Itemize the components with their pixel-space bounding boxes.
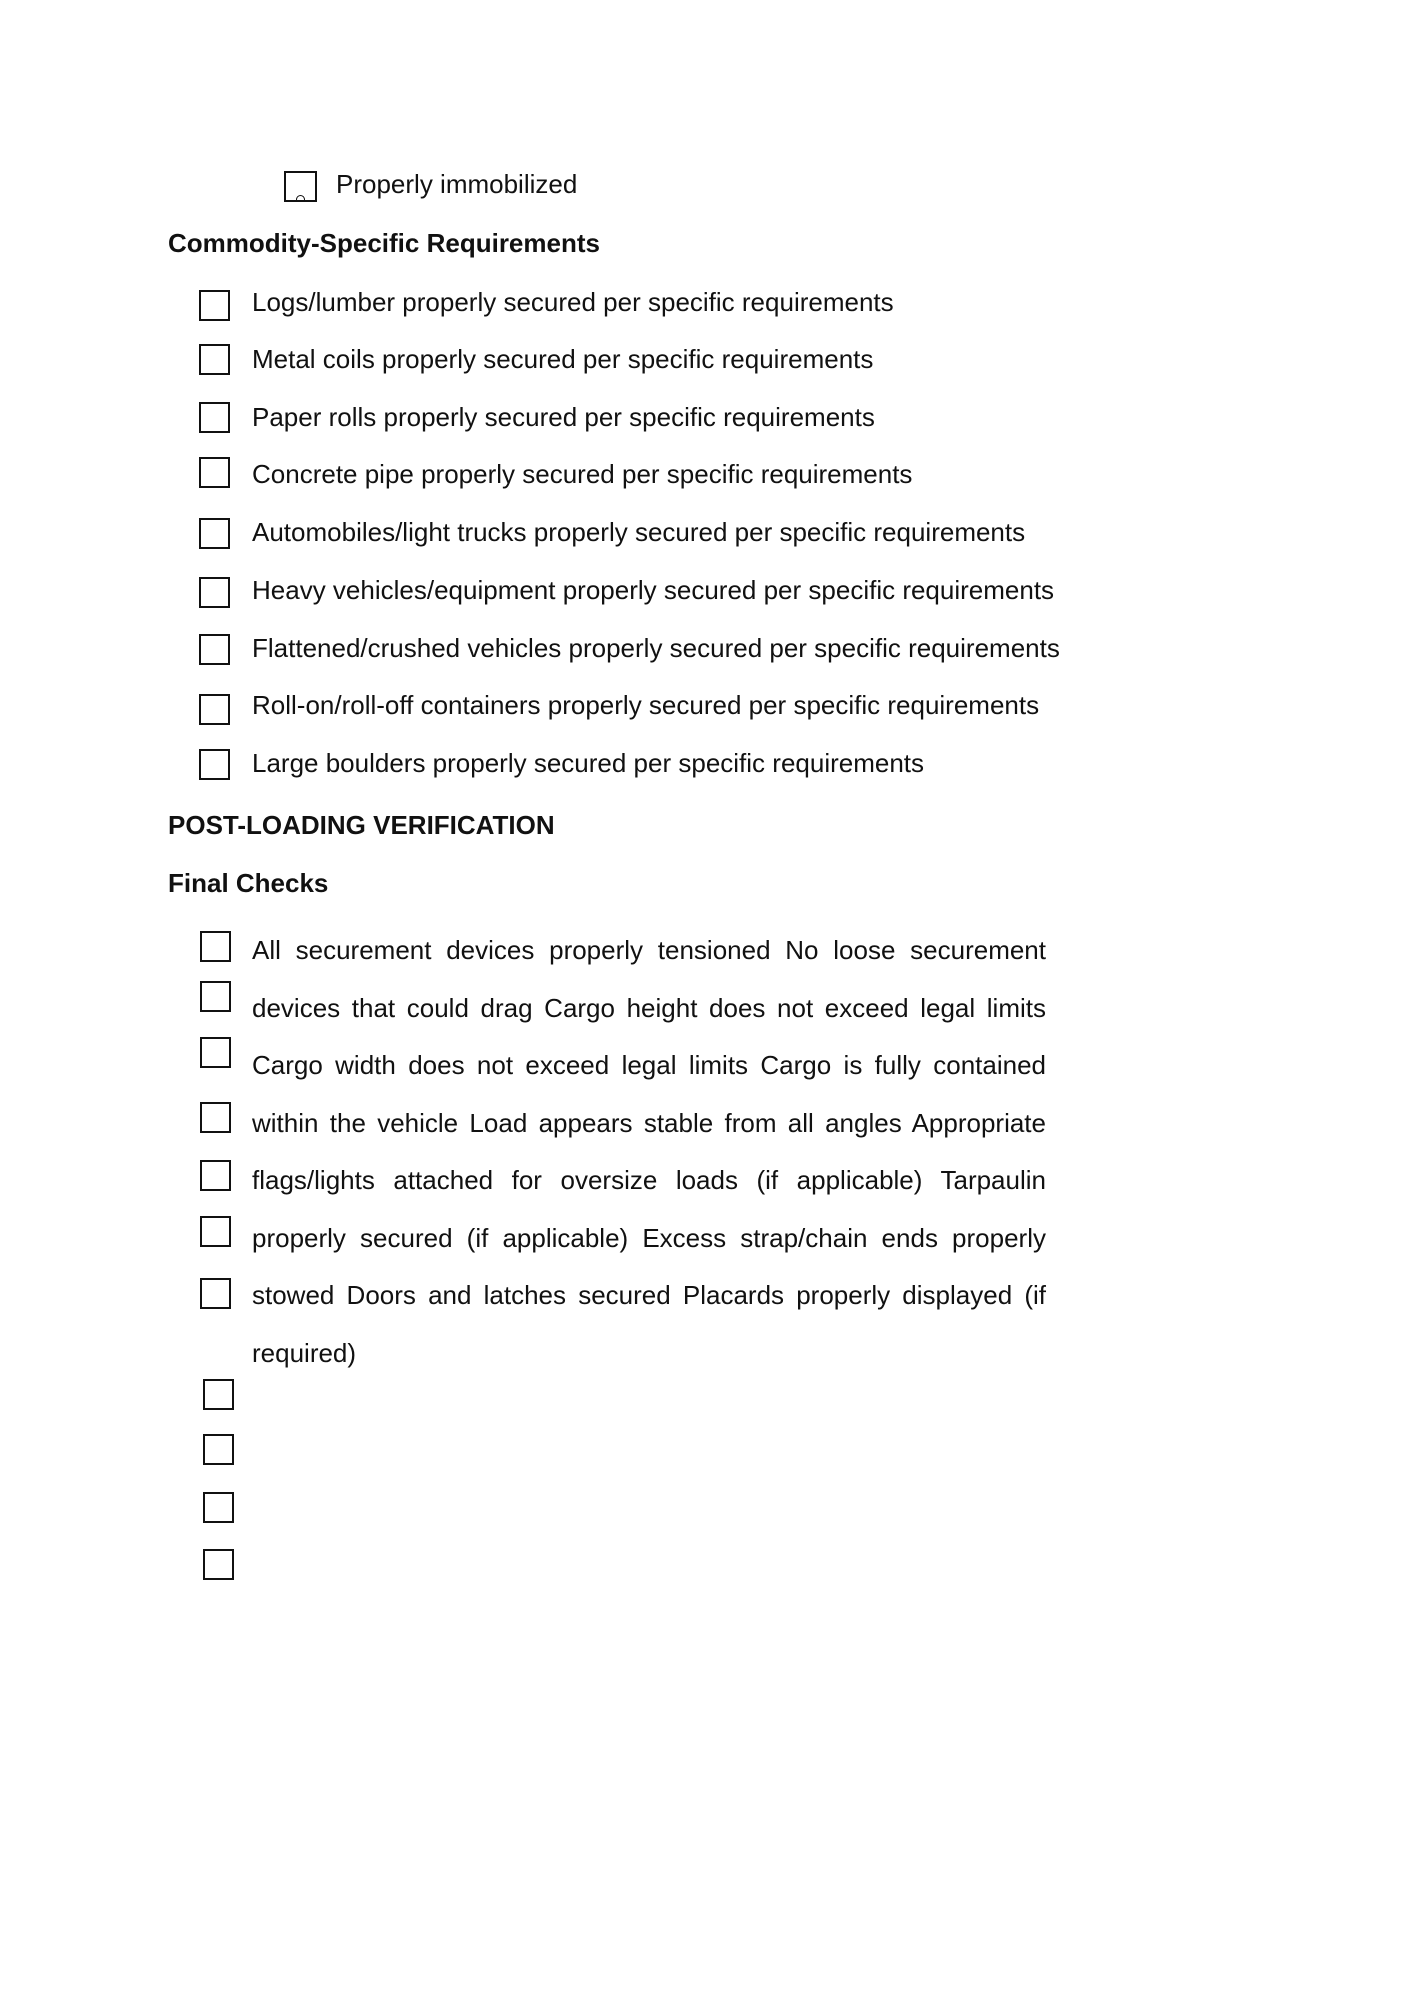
commodity-item: Roll-on/roll-off containers properly secured per specific requirements	[252, 690, 1040, 720]
checkbox-final-9[interactable]	[203, 1434, 234, 1465]
checkbox-commodity-9[interactable]	[199, 749, 230, 780]
final-checks-heading: Final Checks	[168, 868, 329, 898]
checkbox-commodity-8[interactable]	[199, 694, 230, 725]
checkbox-commodity-4[interactable]	[199, 457, 230, 488]
checkbox-commodity-2[interactable]	[199, 344, 230, 375]
checkbox-final-2[interactable]	[200, 981, 231, 1012]
checkbox-final-5[interactable]	[200, 1160, 231, 1191]
commodity-item: Flattened/crushed vehicles properly secured per specific requirements	[252, 633, 1060, 663]
checkbox-final-6[interactable]	[200, 1216, 231, 1247]
checkbox-final-11[interactable]	[203, 1549, 234, 1580]
commodity-item: Logs/lumber properly secured per specific requirements	[252, 287, 894, 317]
post-loading-heading: POST-LOADING VERIFICATION	[168, 810, 555, 840]
checkbox-final-3[interactable]	[200, 1037, 231, 1068]
commodity-item: Metal coils properly secured per specific requirements	[252, 344, 874, 374]
commodity-item: Heavy vehicles/equipment properly secured per specific requirements	[252, 575, 1055, 605]
checkbox-final-7[interactable]	[200, 1278, 231, 1309]
commodity-section-heading: Commodity-Specific Requirements	[168, 228, 600, 258]
commodity-item: Concrete pipe properly secured per specific requirements	[252, 459, 913, 489]
checkbox-final-8[interactable]	[203, 1379, 234, 1410]
checkbox-final-4[interactable]	[200, 1102, 231, 1133]
checkbox-commodity-5[interactable]	[199, 518, 230, 549]
small-circle-icon	[296, 195, 305, 202]
commodity-item: Automobiles/light trucks properly secured per specific requirements	[252, 517, 1026, 547]
checkbox-commodity-1[interactable]	[199, 290, 230, 321]
item-properly-immobilized: Properly immobilized	[336, 169, 578, 199]
final-checks-text: All securement devices properly tensioned No loose securement devices that could drag Cargo height does not exceed legal limits Cargo width does not exceed legal limits Cargo is fully contained within the vehicle Load appears stable from all angles Appropriate flags/lights attached for oversize loads (if applicable) Tarpaulin properly secured (if applicable) Excess strap/chain ends properly stowed Doors and latches secured Placards properly displayed (if required)	[252, 935, 1046, 1368]
checkbox-commodity-3[interactable]	[199, 402, 230, 433]
checkbox-properly-immobilized[interactable]	[284, 171, 317, 202]
commodity-item: Paper rolls properly secured per specific requirements	[252, 402, 875, 432]
checkbox-final-10[interactable]	[203, 1492, 234, 1523]
checkbox-commodity-7[interactable]	[199, 634, 230, 665]
commodity-item: Large boulders properly secured per specific requirements	[252, 748, 925, 778]
checkbox-final-1[interactable]	[200, 931, 231, 962]
checkbox-commodity-6[interactable]	[199, 577, 230, 608]
